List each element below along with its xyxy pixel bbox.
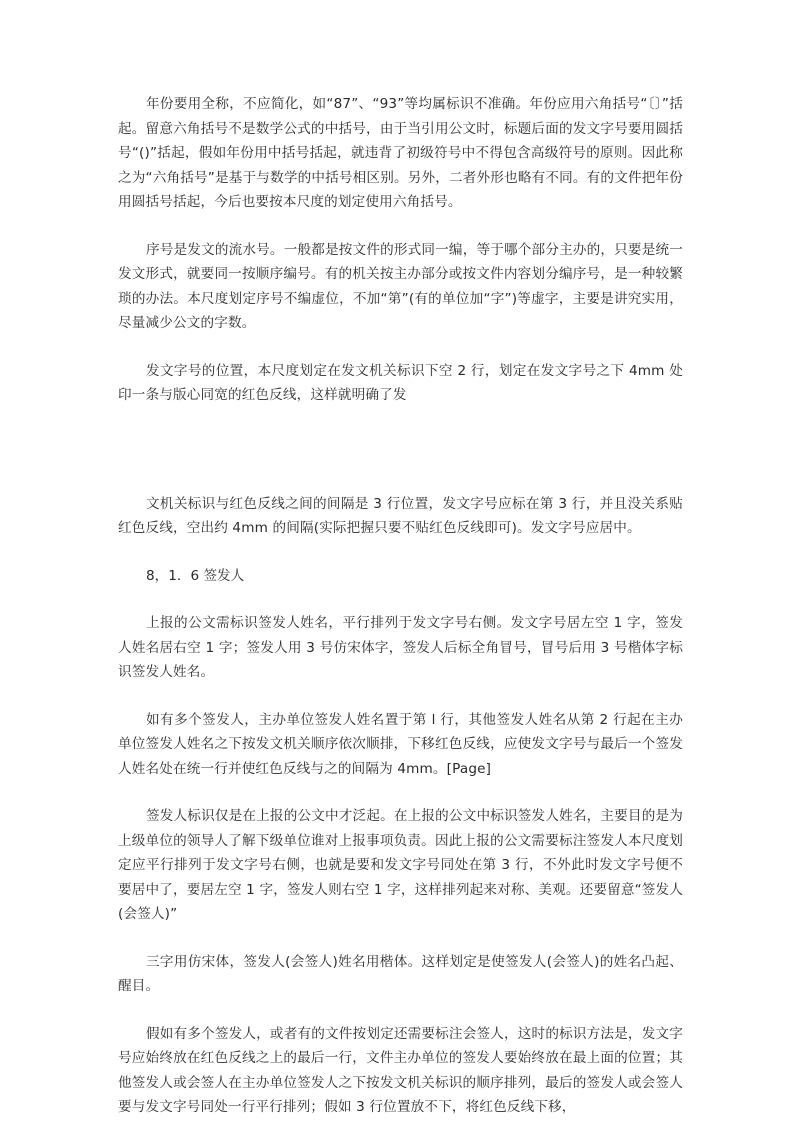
paragraph-doc-number-position: 发文字号的位置，本尺度划定在发文机关标识下空 2 行，划定在发文字号之下 4mm 处印一条与版心同宽的红色反线，这样就明确了发	[118, 362, 683, 403]
paragraph-year-format: 年份要用全称，不应简化，如“87”、“93”等均属标识不准确。年份应用六角括号“〔〕”括起。留意六角括号不是数学公式的中括号，由于当引用公文时，标题后面的发文字号要用圆括号“()”括起，假如年份用中括号括起，就违背了初级符号中不得包含高级符号的原则。因此称之为“六角括号”是基于与数学的中括号相区别。另外，二者外形也略有不同。有的文件把年份用圆括号括起，今后也要按本尺度的划定使用六角括号。	[118, 96, 683, 210]
paragraph-signer-format: 上报的公文需标识签发人姓名，平行排列于发文字号右侧。发文字号居左空 1 字，签发人姓名居右空 1 字；签发人用 3 号仿宋体字，签发人后标全角冒号，冒号后用 3 号楷体字标识签发人姓名。	[118, 615, 683, 680]
paragraph-gap	[118, 541, 683, 564]
paragraph-gap	[118, 685, 683, 708]
document-body	[118, 92, 683, 1120]
paragraph-signer-font: 三字用仿宋体，签发人(会签人)姓名用楷体。这样划定是使签发人(会签人)的姓名凸起、醒目。	[118, 953, 683, 994]
paragraph-cosigner-method: 假如有多个签发人，或者有的文件按划定还需要标注会签人，这时的标识方法是，发文字号应始终放在红色反线之上的最后一行，文件主办单位的签发人要始终放在最上面的位置；其他签发人或会签人在主办单位签发人之下按发文机关标识的顺序排列，最后的签发人或会签人要与发文字号同处一行平行排列；假如 3 行位置放不下，将红色反线下移，	[118, 1025, 683, 1115]
paragraph-gap	[118, 781, 683, 804]
paragraph-gap	[118, 336, 683, 359]
paragraph-gap	[118, 927, 683, 950]
paragraph-doc-number-position-cont: 文机关标识与红色反线之间的间隔是 3 行位置，发文字号应标在第 3 行，并且没关系贴红色反线，空出约 4mm 的间隔(实际把握只要不贴红色反线即可)。发文字号应居中。	[118, 495, 683, 536]
paragraph-serial-number: 序号是发文的流水号。一般都是按文件的形式同一编，等于哪个部分主办的，只要是统一发文形式，就要同一按顺序编号。有的机关按主办部分或按文件内容划分编序号，是一种较繁琐的办法。本尺度划定序号不编虚位，不加“第”(有的单位加“字”)等虚字，主要是讲究实用，尽量减少公文的字数。	[118, 241, 683, 331]
paragraph-gap	[118, 999, 683, 1022]
paragraph-gap	[118, 588, 683, 611]
paragraph-signer-purpose: 签发人标识仅是在上报的公文中才泛起。在上报的公文中标识签发人姓名，主要目的是为上级单位的领导人了解下级单位谁对上报事项负责。因此上报的公文需要标注签发人本尺度划定应平行排列于发文字号右侧，也就是要和发文字号同处在第 3 行，不外此时发文字号便不要居中了，要居左空 1 字，签发人则右空 1 字，这样排列起来对称、美观。还要留意“签发人(会签人)”	[118, 808, 683, 922]
paragraph-multiple-signers: 如有多个签发人，主办单位签发人姓名置于第 l 行，其他签发人姓名从第 2 行起在主办单位签发人姓名之下按发文机关顺序依次顺排，下移红色反线，应使发文字号与最后一个签发人姓名处在统一行并使红色反线与之的间隔为 4mm。[Page]	[118, 711, 683, 777]
section-heading-signer: 8，1．6 签发人	[146, 567, 245, 584]
paragraph-gap	[118, 215, 683, 238]
blank-space	[118, 408, 683, 492]
